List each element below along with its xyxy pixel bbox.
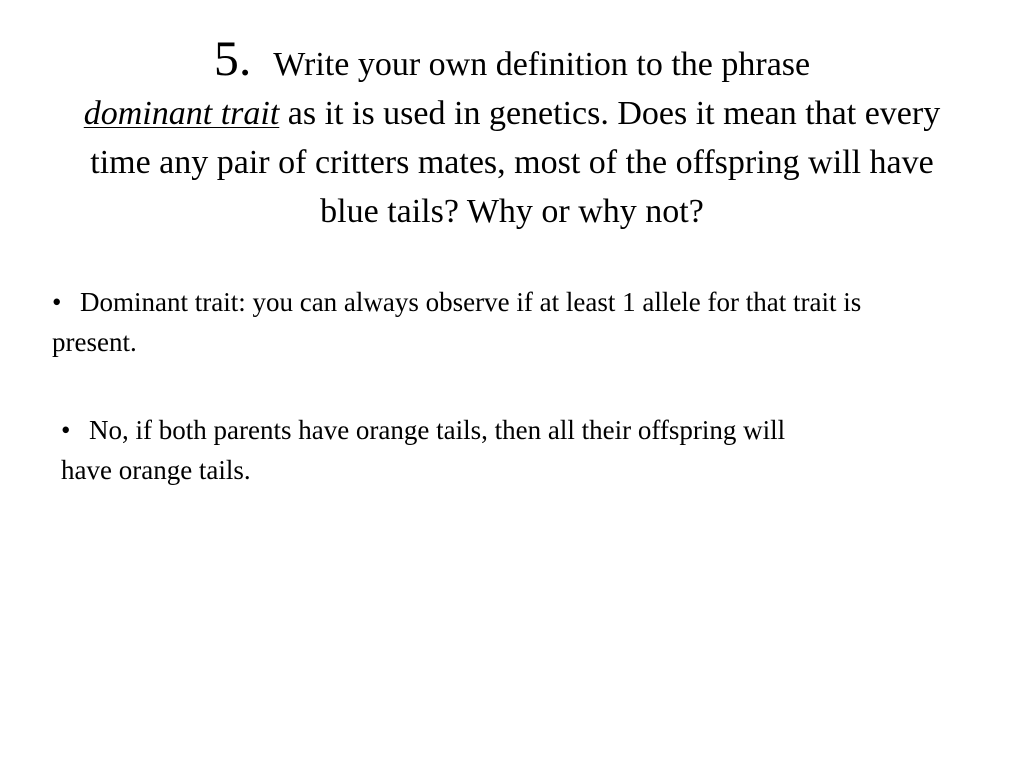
bullet-icon: •	[61, 415, 71, 445]
answer-definition	[52, 282, 952, 362]
question-text-body: as it is used in genetics. Does it mean that every time any pair of critters mates, most of the offspring will have blue tails? Why or why not?	[90, 95, 941, 230]
answer-explanation	[61, 410, 801, 490]
question-text-intro: Write your own definition to the phrase	[273, 46, 811, 83]
question-number: 5.	[213, 30, 252, 86]
question-key-term: dominant trait	[83, 95, 280, 132]
bullet-icon: •	[52, 287, 62, 317]
question-heading	[60, 30, 964, 236]
answer-definition-text: Dominant trait: you can always observe if at least 1 allele for that trait is present.	[52, 287, 862, 357]
answer-explanation-text: No, if both parents have orange tails, then all their offspring will have orange tails.	[61, 415, 786, 485]
